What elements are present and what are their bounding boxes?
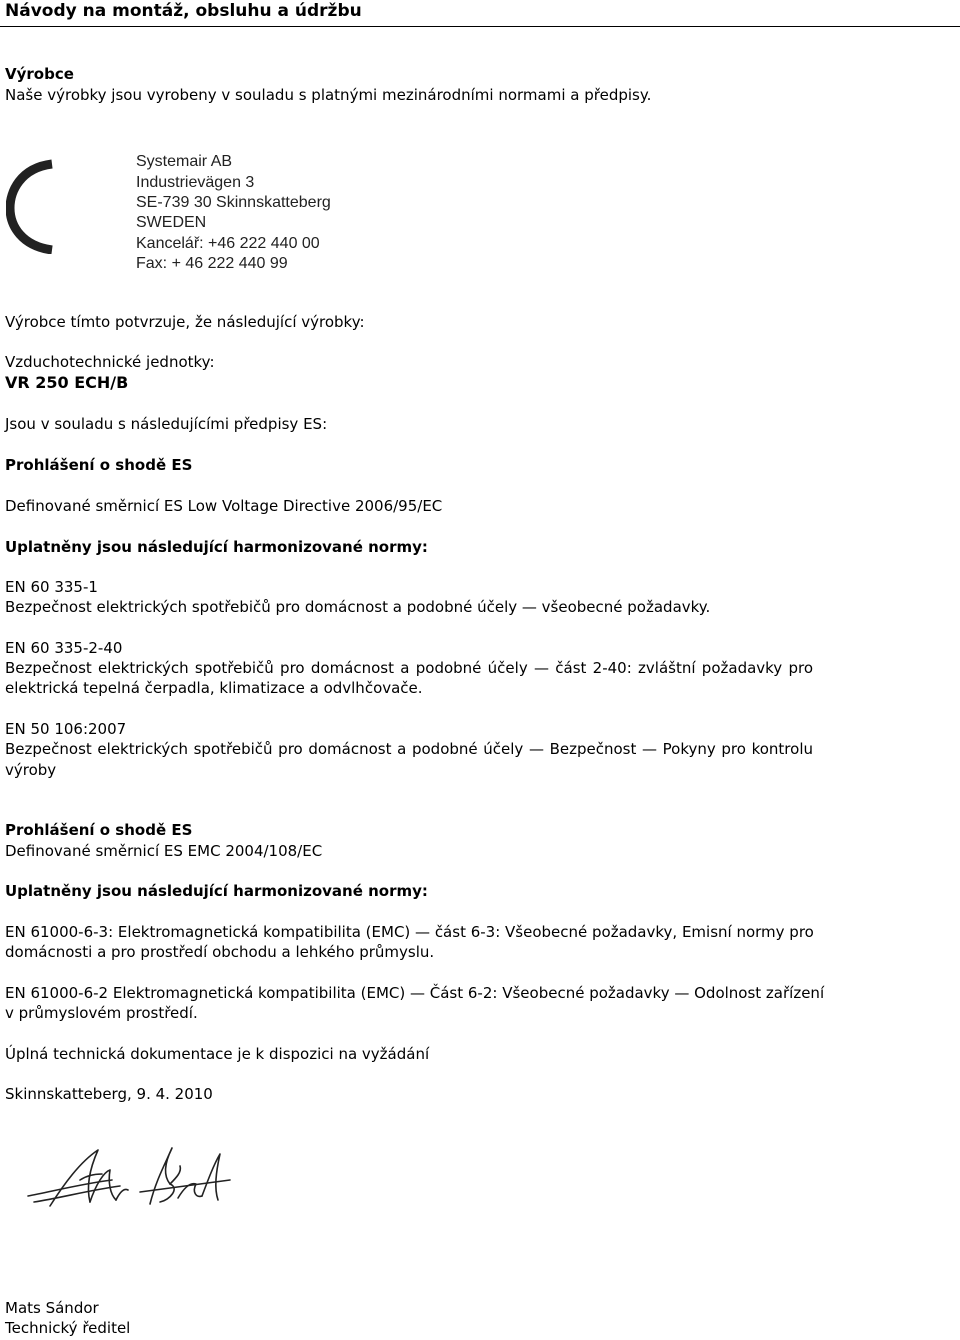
section1-heading: Prohlášení o shodě ES bbox=[5, 456, 193, 474]
signer-title: Technický ředitel bbox=[5, 1319, 131, 1337]
section2-directive: Definované směrnicí ES EMC 2004/108/EC bbox=[5, 842, 323, 860]
signer-name: Mats Sándor bbox=[5, 1299, 99, 1317]
documentation-note: Úplná technická dokumentace je k dispozici na vyžádání bbox=[5, 1045, 430, 1063]
address-line: Fax: + 46 222 440 99 bbox=[136, 255, 288, 272]
norm-description: Bezpečnost elektrických spotřebičů pro domácnost a podobné účely — Bezpečnost — Pokyny pro kontrolu bbox=[5, 740, 813, 758]
address-line: Kancelář: +46 222 440 00 bbox=[136, 235, 320, 252]
norm-description: domácnosti a pro prostředí obchodu a lehkého průmyslu. bbox=[5, 943, 435, 961]
units-label: Vzduchotechnické jednotky: bbox=[5, 353, 215, 371]
address-line: SWEDEN bbox=[136, 214, 207, 231]
address-line: Systemair AB bbox=[136, 153, 233, 170]
section1-norms-heading: Uplatněny jsou následující harmonizované normy: bbox=[5, 538, 428, 556]
norm-description: výroby bbox=[5, 761, 57, 779]
handwritten-signature-icon bbox=[20, 1140, 240, 1220]
systemair-c-logo-icon bbox=[6, 158, 58, 254]
manufacturer-heading: Výrobce bbox=[5, 65, 74, 83]
norm-code: EN 60 335-2-40 bbox=[5, 639, 123, 657]
confirmation-text: Výrobce tímto potvrzuje, že následující výrobky: bbox=[5, 313, 365, 331]
norm-description: v průmyslovém prostředí. bbox=[5, 1004, 198, 1022]
page-title: Návody na montáž, obsluhu a údržbu bbox=[5, 1, 362, 21]
norm-description: Bezpečnost elektrických spotřebičů pro domácnost a podobné účely — všeobecné požadavky. bbox=[5, 598, 711, 616]
page-header bbox=[0, 0, 960, 27]
section2-norms-heading: Uplatněny jsou následující harmonizované normy: bbox=[5, 882, 428, 900]
compliance-text: Jsou v souladu s následujícími předpisy ES: bbox=[5, 415, 328, 433]
norm-code: EN 50 106:2007 bbox=[5, 720, 127, 738]
product-name: VR 250 ECH/B bbox=[5, 373, 129, 392]
norm-description: Bezpečnost elektrických spotřebičů pro domácnost a podobné účely — část 2-40: zvláštní požadavky pro bbox=[5, 659, 813, 677]
norm-code: EN 60 335-1 bbox=[5, 578, 98, 596]
address-line: Industrievägen 3 bbox=[136, 174, 255, 191]
place-date: Skinnskatteberg, 9. 4. 2010 bbox=[5, 1085, 213, 1103]
norm-description: elektrická tepelná čerpadla, klimatizace a odvlhčovače. bbox=[5, 679, 423, 697]
section1-directive: Definované směrnicí ES Low Voltage Directive 2006/95/EC bbox=[5, 497, 443, 515]
address-line: SE-739 30 Skinnskatteberg bbox=[136, 194, 331, 211]
section2-heading: Prohlášení o shodě ES bbox=[5, 821, 193, 839]
norm-description: EN 61000-6-3: Elektromagnetická kompatibilita (EMC) — část 6-3: Všeobecné požadavky, Emisní normy pro bbox=[5, 923, 814, 941]
norm-description: EN 61000-6-2 Elektromagnetická kompatibilita (EMC) — Část 6-2: Všeobecné požadavky — Odolnost zařízení bbox=[5, 984, 825, 1002]
manufacturer-intro: Naše výrobky jsou vyrobeny v souladu s platnými mezinárodními normami a předpisy. bbox=[5, 86, 652, 104]
